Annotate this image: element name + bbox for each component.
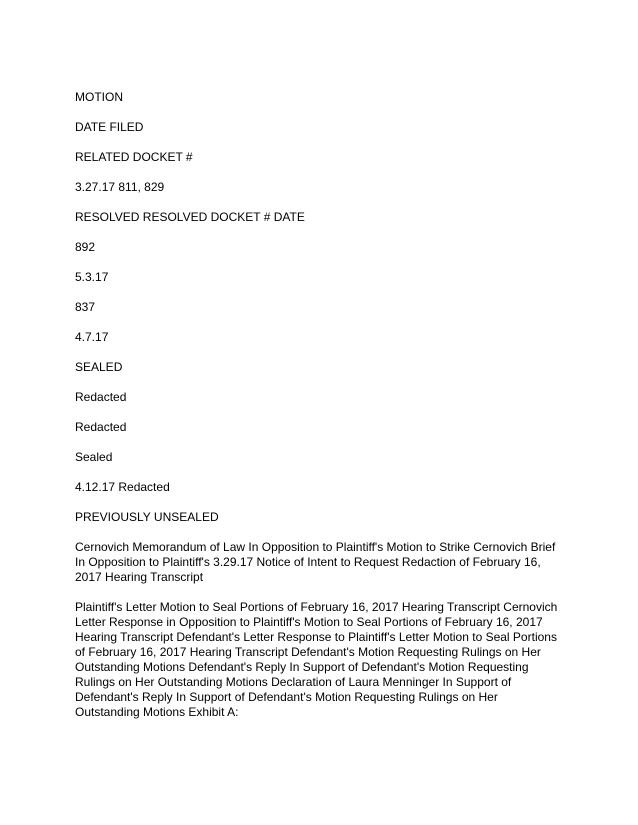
paragraph-letter-motions: Plaintiff's Letter Motion to Seal Portions of February 16, 2017 Hearing Transcript Cernovich Letter Response in Opposition to Plaintiff's Motion to Seal Portions of February 16, 2017 Hearing Transcript Defendant's Letter Response to Plaintiff's Letter Motion to Seal Portions of February 16, 2017 Hearing Transcript Defendant's Motion Requesting Rulings on Her Outstanding Motions Defendant's Reply In Support of Defendant's Motion Requesting Rulings on Her Outstanding Motions Declaration of Laura Menninger In Support of Defendant's Reply In Support of Defendant's Motion Requesting Rulings on Her Outstanding Motions Exhibit A: xyxy=(75,600,558,719)
entry-docket-892: 892 xyxy=(75,240,96,254)
heading-related-docket: RELATED DOCKET # xyxy=(75,150,193,164)
paragraph-cernovich-memorandum: Cernovich Memorandum of Law In Opposition to Plaintiff's Motion to Strike Cernovich Brief In Opposition to Plaintiff's 3.29.17 Notice of Intent to Request Redaction of February 16, 2017 Hearing Transcript xyxy=(75,540,556,584)
heading-previously-unsealed: PREVIOUSLY UNSEALED xyxy=(75,510,219,524)
document-body xyxy=(75,90,565,735)
heading-motion: MOTION xyxy=(75,90,123,104)
entry-docket-837: 837 xyxy=(75,300,96,314)
status-redacted-1: Redacted xyxy=(75,390,127,404)
heading-date-filed: DATE FILED xyxy=(75,120,144,134)
heading-resolved: RESOLVED RESOLVED DOCKET # DATE xyxy=(75,210,305,224)
entry-date-5-3-17: 5.3.17 xyxy=(75,270,109,284)
status-redacted-2: Redacted xyxy=(75,420,127,434)
entry-date-dockets: 3.27.17 811, 829 xyxy=(75,180,165,194)
entry-date-redacted: 4.12.17 Redacted xyxy=(75,480,170,494)
status-sealed: Sealed xyxy=(75,450,113,464)
heading-sealed: SEALED xyxy=(75,360,123,374)
entry-date-4-7-17: 4.7.17 xyxy=(75,330,109,344)
